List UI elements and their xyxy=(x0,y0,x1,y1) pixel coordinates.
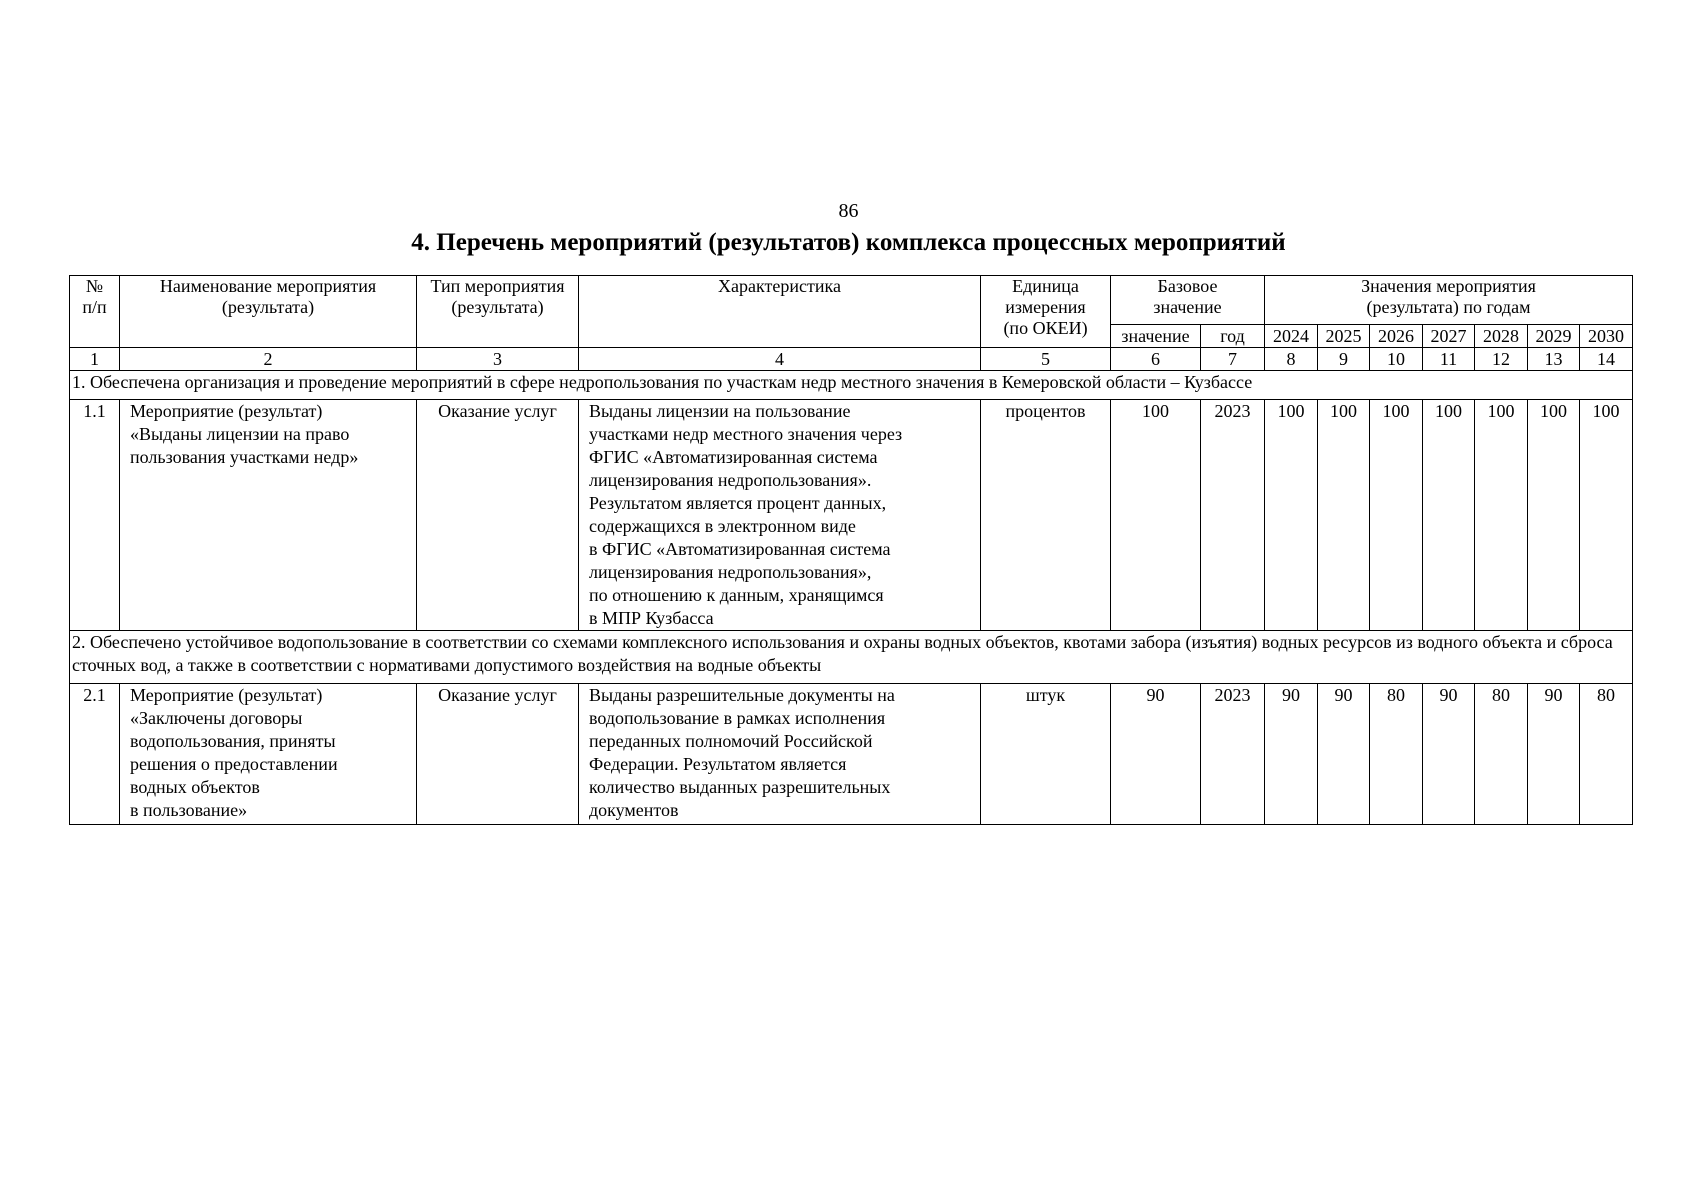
column-number: 9 xyxy=(1318,348,1370,371)
header-year: 2030 xyxy=(1580,325,1633,348)
header-year: 2028 xyxy=(1475,325,1528,348)
measures-table xyxy=(69,275,1633,825)
header-base-year: год xyxy=(1201,325,1265,348)
row-unit: штук xyxy=(981,684,1111,825)
header-year: 2026 xyxy=(1370,325,1423,348)
header-year: 2027 xyxy=(1423,325,1475,348)
column-number: 6 xyxy=(1111,348,1201,371)
row-num: 1.1 xyxy=(70,400,120,631)
column-number: 5 xyxy=(981,348,1111,371)
row-characteristic: Выданы разрешительные документы на водопользование в рамках исполнения переданных полномочий Российской Федерации. Результатом является количество выданных разрешительных документов xyxy=(579,684,981,825)
row-year-value: 90 xyxy=(1423,684,1475,825)
header-unit: Единица измерения (по ОКЕИ) xyxy=(981,276,1111,348)
header-values: Значения мероприятия (результата) по годам xyxy=(1265,276,1633,325)
column-number: 8 xyxy=(1265,348,1318,371)
header-base: Базовое значение xyxy=(1111,276,1265,325)
column-number: 3 xyxy=(417,348,579,371)
header-year: 2029 xyxy=(1528,325,1580,348)
column-number: 1 xyxy=(70,348,120,371)
row-year-value: 100 xyxy=(1318,400,1370,631)
section-title: 2. Обеспечено устойчивое водопользование в соответствии со схемами комплексного использования и охраны водных объектов, квотами забора (изъятия) водных ресурсов из водного объекта и сброса сточных вод, а также в соответствии с нормативами допустимого воздействия на водные объекты xyxy=(70,631,1633,684)
row-year-value: 100 xyxy=(1370,400,1423,631)
document-title: 4. Перечень мероприятий (результатов) комплекса процессных мероприятий xyxy=(411,229,1286,256)
header-name: Наименование мероприятия (результата) xyxy=(120,276,417,348)
row-base-year: 2023 xyxy=(1201,400,1265,631)
page-number: 86 xyxy=(838,200,859,222)
row-base-year: 2023 xyxy=(1201,684,1265,825)
row-year-value: 100 xyxy=(1475,400,1528,631)
column-number: 4 xyxy=(579,348,981,371)
row-year-value: 80 xyxy=(1580,684,1633,825)
column-number: 12 xyxy=(1475,348,1528,371)
row-base-value: 100 xyxy=(1111,400,1201,631)
row-year-value: 100 xyxy=(1580,400,1633,631)
row-type: Оказание услуг xyxy=(417,400,579,631)
row-year-value: 100 xyxy=(1265,400,1318,631)
header-num: № п/п xyxy=(70,276,120,348)
row-year-value: 90 xyxy=(1265,684,1318,825)
row-year-value: 100 xyxy=(1528,400,1580,631)
table-row xyxy=(70,400,1633,631)
header-year: 2024 xyxy=(1265,325,1318,348)
row-year-value: 80 xyxy=(1475,684,1528,825)
column-number: 10 xyxy=(1370,348,1423,371)
column-number: 2 xyxy=(120,348,417,371)
row-name: Мероприятие (результат) «Выданы лицензии на право пользования участками недр» xyxy=(120,400,417,631)
header-characteristic: Характеристика xyxy=(579,276,981,348)
row-year-value: 90 xyxy=(1318,684,1370,825)
row-characteristic: Выданы лицензии на пользование участками недр местного значения через ФГИС «Автоматизированная система лицензирования недропользования». Результатом является процент данных, содержащихся в электронном виде в ФГИС «Автоматизированная система лицензирования недропользования», по отношению к данным, хранящимся в МПР Кузбасса xyxy=(579,400,981,631)
header-type: Тип мероприятия (результата) xyxy=(417,276,579,348)
row-unit: процентов xyxy=(981,400,1111,631)
column-number: 14 xyxy=(1580,348,1633,371)
table-row xyxy=(70,684,1633,825)
row-type: Оказание услуг xyxy=(417,684,579,825)
column-number: 7 xyxy=(1201,348,1265,371)
column-number: 13 xyxy=(1528,348,1580,371)
row-year-value: 100 xyxy=(1423,400,1475,631)
section-title: 1. Обеспечена организация и проведение мероприятий в сфере недропользования по участкам недр местного значения в Кемеровской области – Кузбассе xyxy=(70,371,1633,400)
header-year: 2025 xyxy=(1318,325,1370,348)
row-base-value: 90 xyxy=(1111,684,1201,825)
row-year-value: 80 xyxy=(1370,684,1423,825)
row-name: Мероприятие (результат) «Заключены договоры водопользования, приняты решения о предоставлении водных объектов в пользование» xyxy=(120,684,417,825)
row-num: 2.1 xyxy=(70,684,120,825)
column-number: 11 xyxy=(1423,348,1475,371)
row-year-value: 90 xyxy=(1528,684,1580,825)
header-base-value: значение xyxy=(1111,325,1201,348)
